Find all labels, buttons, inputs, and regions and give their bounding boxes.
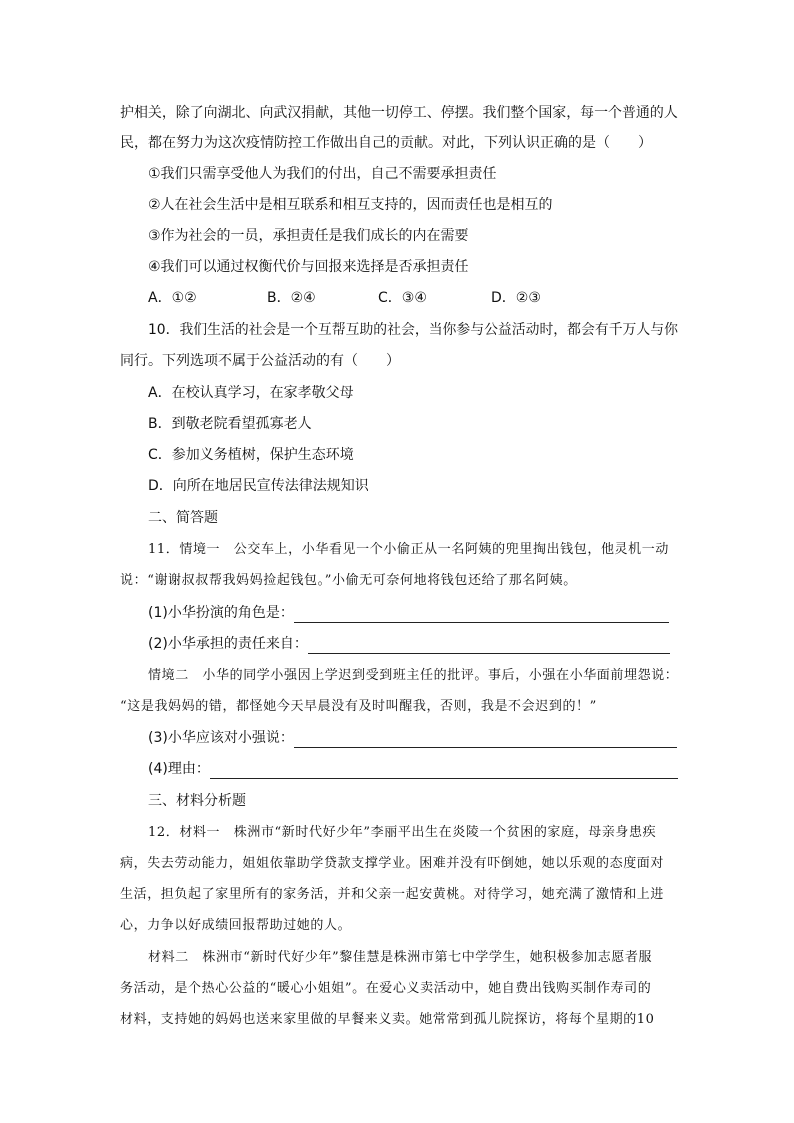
q10-option-c: C．参加义务植树，保护生态环境 — [148, 447, 354, 463]
q11-part2-answer-blank[interactable] — [308, 637, 670, 654]
q12-material1-line2: 病，失去劳动能力，姐姐依靠助学贷款支撑学业。困难并没有吓倒她，她以乐观的态度面对 — [120, 856, 665, 871]
q9-statement-4: ④我们可以通过权衡代价与回报来选择是否承担责任 — [148, 259, 469, 275]
q10-line2: 同行。下列选项不属于公益活动的有（ ） — [120, 353, 400, 369]
q12-material1-line3: 生活，担负起了家里所有的家务活，并和父亲一起安黄桃。对待学习，她充满了激情和上进 — [120, 887, 665, 902]
q9-option-a: A．①② — [148, 290, 197, 306]
q11-part3-label: (3)小华应该对小强说： — [148, 730, 294, 746]
q11-scenario2-line2: “这是我妈妈的错，都怪她今天早晨没有及时叫醒我，否则，我是不会迟到的！” — [120, 699, 597, 714]
q12-material2-line3: 材料，支持她的妈妈也送来家里做的早餐来义卖。她常常到孤儿院探访，将每个星期的10 — [120, 1012, 655, 1027]
q9-statement-2: ②人在社会生活中是相互联系和相互支持的，因而责任也是相互的 — [148, 197, 553, 213]
q9-statement-3: ③作为社会的一员，承担责任是我们成长的内在需要 — [148, 228, 469, 244]
q12-material2-line2: 务活动，是个热心公益的“暖心小姐姐”。在爱心义卖活动中，她自费出钱购买制作寿司的 — [120, 981, 652, 996]
q9-option-b: B．②④ — [267, 290, 316, 306]
q9-line2: 民，都在努力为这次疫情防控工作做出自己的贡献。对此，下列认识正确的是（ ） — [120, 135, 652, 151]
q12-material1-line1: 12．材料一 株洲市“新时代好少年”李丽平出生在炎陵一个贫困的家庭，母亲身患疾 — [148, 825, 657, 840]
q10-option-a: A．在校认真学习，在家孝敬父母 — [148, 385, 354, 401]
q11-part4-label: (4)理由： — [148, 761, 210, 777]
q9-option-d: D．②③ — [491, 290, 541, 306]
q11-scenario2-line1: 情境二 小华的同学小强因上学迟到受到班主任的批评。事后，小强在小华面前埋怨说： — [148, 668, 679, 683]
q12-material1-line4: 心，力争以好成绩回报帮助过她的人。 — [120, 918, 352, 933]
q10-option-b: B．到敬老院看望孤寡老人 — [148, 416, 312, 432]
q10-option-d: D．向所在地居民宣传法律法规知识 — [148, 478, 369, 494]
q11-part3-answer-blank[interactable] — [294, 731, 677, 748]
q11-part4-row — [148, 759, 678, 779]
q9-option-c: C．③④ — [378, 290, 427, 306]
q11-part1-answer-blank[interactable] — [294, 606, 669, 623]
q11-part3-row — [148, 728, 677, 748]
q11-scenario1-line1: 11．情境一 公交车上，小华看见一个小偷正从一名阿姨的兜里掏出钱包，他灵机一动 — [148, 542, 669, 557]
q11-part1-label: (1)小华扮演的角色是： — [148, 605, 294, 621]
section-heading-material-analysis: 三、材料分析题 — [148, 793, 246, 809]
q11-part2-label: (2)小华承担的责任来自： — [148, 636, 308, 652]
q11-scenario1-line2: 说：“谢谢叔叔帮我妈妈捡起钱包。”小偷无可奈何地将钱包还给了那名阿姨。 — [120, 573, 577, 588]
q10-line1: 10．我们生活的社会是一个互帮互助的社会，当你参与公益活动时，都会有千万人与你 — [148, 322, 678, 338]
q12-material2-line1: 材料二 株洲市“新时代好少年”黎佳慧是株洲市第七中学学生，她积极参加志愿者服 — [148, 950, 653, 965]
q9-statement-1: ①我们只需享受他人为我们的付出，自己不需要承担责任 — [148, 166, 497, 182]
q9-line1: 护相关，除了向湖北、向武汉捐献，其他一切停工、停摆。我们整个国家，每一个普通的人 — [120, 105, 678, 121]
q11-part4-answer-blank[interactable] — [210, 762, 678, 779]
q11-part2-row — [148, 634, 670, 654]
q11-part1-row — [148, 603, 669, 623]
section-heading-short-answer: 二、简答题 — [148, 510, 218, 526]
